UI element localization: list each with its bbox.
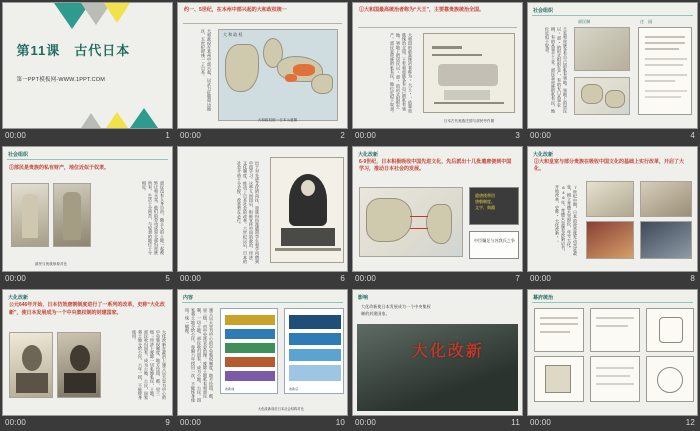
slide-time: 00:00 [355, 417, 377, 427]
slide-heading: 大化改新 [533, 151, 554, 158]
triangle-yellow-bottom-icon [106, 112, 128, 128]
slide-body-text: 大和政权在本州中部兴起，以武力征服周边地区，五世纪时统一了日本。 [201, 29, 212, 111]
slide-cell-6[interactable] [175, 144, 350, 288]
document-card-1 [534, 308, 584, 352]
slide-cell-8[interactable] [525, 144, 700, 288]
subheading-2: 庄 园 [640, 19, 653, 24]
slide-cell-9[interactable] [0, 287, 175, 431]
slide-footer-2 [177, 129, 348, 142]
slide-red-heading: ②大和皇室与部分贵族在吸收中国文化的基础上实行改革，开启了大化。 [534, 158, 685, 173]
triangle-teal-icon [54, 3, 90, 29]
slide-cell-12[interactable] [525, 287, 700, 431]
slide-number: 10 [335, 417, 345, 427]
slide-number: 9 [165, 417, 170, 427]
decor-triangles [3, 3, 172, 128]
slide-heading: 影响 [358, 295, 369, 302]
figure-photo-right [53, 183, 91, 247]
slide-cell-11[interactable] [350, 287, 525, 431]
slide-thumbnail-1[interactable] [2, 2, 173, 129]
slide-number: 7 [515, 274, 520, 284]
image-caption: 部民与贵族形象对比 [34, 261, 68, 266]
slide-footer-4 [527, 129, 698, 142]
slide-footer-3 [352, 129, 523, 142]
scene-photo-2 [640, 181, 692, 217]
slide-heading: 大化改新 [8, 295, 29, 302]
slide-footer-11 [352, 416, 523, 429]
divider [358, 27, 517, 28]
background-photo [357, 324, 518, 411]
slide-thumbnail-12[interactable] [527, 289, 698, 416]
envoy-route-map [359, 187, 463, 257]
slide-body-text: 7世纪中期，日本的改革派发动宫廷政变，拥立孝德天皇即位，年号大化。646年，孝德天皇颁布改新诏书，开始改革，史称“大化改新”。 [555, 184, 578, 256]
triangle-yellow-icon [104, 3, 130, 23]
document-card-4 [534, 356, 584, 402]
slide-thumbnail-3[interactable] [352, 2, 523, 129]
japan-map-image: 大 和 政 权 [218, 29, 338, 121]
historical-scroll-image [423, 33, 515, 113]
note-card: 遣唐使带回 唐朝制度、 文字、典籍 [469, 187, 519, 225]
slide-thumbnail-6[interactable] [177, 146, 348, 273]
slide-cell-1[interactable] [0, 0, 175, 144]
slide-red-heading: ①大和国最高统治者称为“大王”，主要靠贵族统治全国。 [359, 7, 485, 13]
slide-thumbnail-9[interactable] [2, 289, 173, 416]
document-card-2 [590, 308, 640, 352]
slide-body-text: 大化改新使日本发展成为一个中央集权制的封建国家。 [361, 304, 431, 316]
slide-thumbnail-5[interactable] [2, 146, 173, 273]
slide-red-heading: 公元646年开始，日本仿效唐朝制度进行了一系列的改革，史称“大化改新”，使日本发展成为一个中央集权制的封建国家。 [9, 302, 165, 316]
slide-footer-10 [177, 416, 348, 429]
slide-number: 4 [690, 130, 695, 140]
big-title-text: 大化改新 [411, 343, 484, 361]
slide-time: 00:00 [5, 274, 27, 284]
slide-cell-2[interactable] [175, 0, 350, 144]
slide-subtitle: 第一PPT模板网-WWW.1PPT.COM [16, 77, 106, 84]
slide-red-heading: ②部民是贵族的私有财产，地位近似于奴隶。 [9, 164, 110, 171]
slide-thumbnail-11[interactable] [352, 289, 523, 416]
slide-thumbnail-4[interactable] [527, 2, 698, 129]
triangle-gray-bottom-icon [81, 113, 101, 128]
note-text: 中臣镰足与苏我氏之争 [474, 237, 515, 243]
slide-cell-3[interactable] [350, 0, 525, 144]
slide-time: 00:00 [355, 130, 377, 140]
triangle-teal-bottom-icon [130, 108, 158, 128]
portrait-right [57, 332, 101, 398]
slide-heading: 内容 [183, 295, 194, 302]
triangle-gray-icon [81, 3, 111, 25]
divider [532, 15, 693, 16]
slide-thumbnail-10[interactable] [177, 289, 348, 416]
image-caption: 日本古代贵族庄园与部民劳作图 [443, 119, 495, 124]
slide-footer-5 [2, 272, 173, 285]
slide-cell-7[interactable] [350, 144, 525, 288]
note-label [469, 231, 519, 259]
slide-title: 第11课 古代日本 [16, 43, 131, 59]
slide-body-text: 出于对先进文化的向往，贵族纷纷派遣留学生和学问僧到中国学习。这些人回国后，积极宣传中国的政治、经济、文化制度，推动了日本社会的改革。六世纪以后，日本的社会矛盾十分尖锐，改革势在必行。 [237, 160, 260, 264]
chart-label-after: 改新后 [289, 386, 299, 391]
slide-thumbnail-7[interactable] [352, 146, 523, 273]
slide-cell-10[interactable] [175, 287, 350, 431]
slide-footer-7 [352, 272, 523, 285]
chart-before [220, 308, 278, 394]
document-panel [638, 27, 692, 115]
slide-footer-1 [2, 129, 173, 142]
subheading-1: 部民制 [578, 19, 591, 24]
slide-cell-4[interactable] [525, 0, 700, 144]
scene-photo-1 [586, 181, 634, 217]
divider [182, 302, 343, 303]
slide-body-text: 大和国的最高统治者称为“大王”，依靠贵族统治全国。王室和贵族各有自己的私有领地。领地上的居民以“部”的形式组织生产。部民是贵族的私有民，地位近似于奴隶。 [390, 33, 413, 115]
slide-body-text: 王室和贵族各有自己的私有领地。领地上的居民以“部”的形式组织生产，有的专门从事农耕，有的从事手工业。部民是贵族的私有民，地位近似于奴隶。 [545, 27, 568, 114]
slide-number: 5 [165, 274, 170, 284]
slide-number: 6 [340, 274, 345, 284]
slide-red-heading: 约一、5世纪，在本州中部兴起的大和政权统一 [184, 7, 287, 13]
manor-illustration [574, 27, 630, 71]
slide-heading: 大化改新 [358, 151, 379, 158]
figure-photo-left [11, 183, 49, 247]
divider [7, 159, 168, 160]
slide-body-text: 建立以天皇为中心的中央集权制度，地方设国、郡、里三级，由中央派官吏治理。废除土地私有和部民制，一切土地、部民收归国有，成为公地、公民。国家将土地分给公民，每隔六年授田一次，不能终身使用。统一赋税。 [185, 308, 214, 403]
slide-footer-6 [177, 272, 348, 285]
slide-time: 00:00 [530, 130, 552, 140]
region-map-image [574, 77, 630, 115]
slide-time: 00:00 [5, 417, 27, 427]
slide-number: 3 [515, 130, 520, 140]
emperor-portrait-image [270, 157, 344, 263]
slide-red-heading: 6-9世纪，日本积极吸收中国先进文化，先后派出十几批遣唐使到中国学习，推动日本社会的发展。 [359, 158, 512, 173]
scene-photo-4 [640, 221, 692, 259]
slide-number: 1 [165, 130, 170, 140]
slide-footer-8 [527, 272, 698, 285]
portrait-left [9, 332, 53, 398]
slide-heading: 社会组织 [8, 151, 29, 158]
slide-heading: 幕府统治 [533, 295, 554, 302]
slide-thumbnail-8[interactable] [527, 146, 698, 273]
slide-body-text: 大化改新在政治上建立以天皇为中心的中央集权制度，地方设国、郡、里三级；经济上废除一切私地私民，土地、部民收归国有，成为公地、公民，国家将土地分给公民，六年一授，不能终身使用。 [132, 330, 167, 401]
document-card-5 [590, 356, 640, 402]
divider [183, 23, 342, 24]
slide-body-text: 部民没有人身自由，随主人的土地一起被转让和买卖。他们的劳动成果全部归贵族所有，生活十分困苦，与奴隶的地位十分相近。 [142, 180, 165, 255]
slide-time: 00:00 [180, 274, 202, 284]
divider [532, 302, 693, 303]
slide-thumbnail-2[interactable] [177, 2, 348, 129]
slide-footer-12 [527, 416, 698, 429]
scene-photo-3 [586, 221, 634, 259]
slide-number: 2 [340, 130, 345, 140]
slide-footer-9 [2, 416, 173, 429]
slide-number: 11 [511, 417, 520, 427]
document-card-6 [646, 356, 694, 402]
slide-time: 00:00 [5, 130, 27, 140]
slide-cell-5[interactable] [0, 144, 175, 288]
slide-number: 12 [685, 417, 695, 427]
chart-caption: 大化改新前后日本社会结构对比 [257, 407, 305, 412]
slide-time: 00:00 [355, 274, 377, 284]
document-card-3 [646, 308, 694, 352]
slide-heading: 社会组织 [533, 8, 554, 14]
slide-time: 00:00 [180, 417, 202, 427]
slide-time: 00:00 [530, 274, 552, 284]
slide-number: 8 [690, 274, 695, 284]
chart-after [284, 308, 344, 394]
image-caption: 大和政权统一日本示意图 [257, 118, 298, 123]
chart-label-before: 改新前 [225, 386, 235, 391]
slide-time: 00:00 [530, 417, 552, 427]
slide-time: 00:00 [180, 130, 202, 140]
